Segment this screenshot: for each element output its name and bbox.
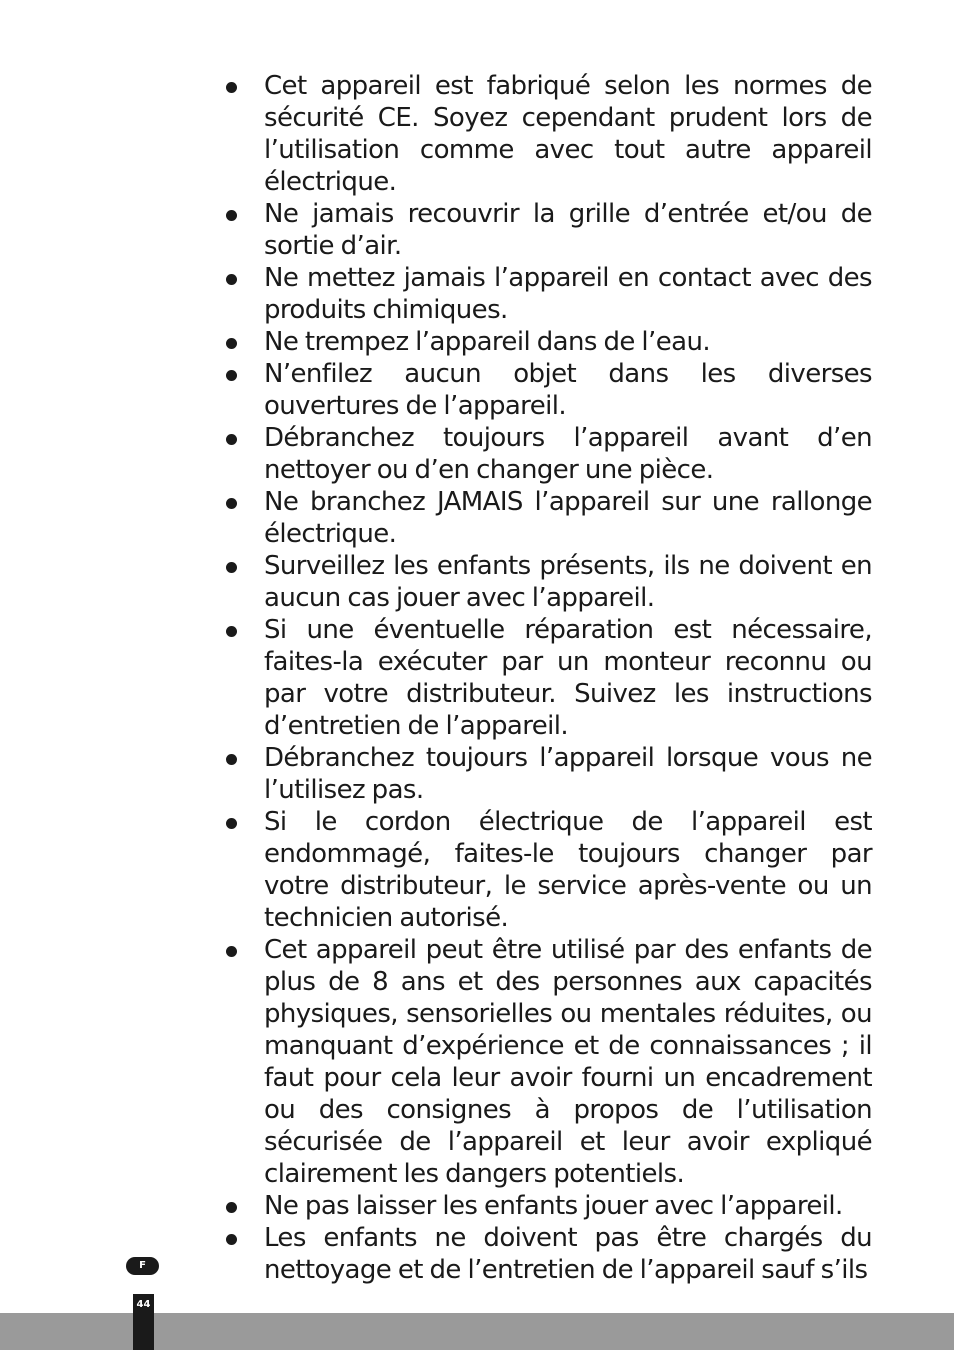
list-item [226, 934, 872, 1190]
list-item-text: Si le cordon électrique de l’appareil est endommagé, faites-le toujours changer par votre distributeur, le service après-vente ou un technicien autorisé. [264, 807, 872, 933]
list-item [226, 198, 872, 262]
bullet-icon [226, 626, 237, 637]
bullet-icon [226, 562, 237, 573]
bullet-icon [226, 818, 237, 829]
bullet-icon [226, 498, 237, 509]
bullet-icon [226, 274, 237, 285]
list-item-text: Cet appareil peut être utilisé par des enfants de plus de 8 ans et des personnes aux capacités physiques, sensorielles ou mentales réduites, ou manquant d’expérience et de connaissances ; il faut pour cela leur avoir fourni un encadrement ou des consignes à propos de l’utilisation sécurisée de l’appareil et leur avoir expliqué clairement les dangers potentiels. [264, 935, 872, 1189]
list-item [226, 806, 872, 934]
list-item-text: Ne branchez JAMAIS l’appareil sur une rallonge électrique. [264, 487, 872, 549]
bullet-icon [226, 82, 237, 93]
list-item-text: Débranchez toujours l’appareil avant d’en nettoyer ou d’en changer une pièce. [264, 423, 872, 485]
page-number-tab [133, 1294, 154, 1350]
list-item-text: Ne pas laisser les enfants jouer avec l’appareil. [264, 1191, 843, 1221]
list-item-text: Les enfants ne doivent pas être chargés du nettoyage et de l’entretien de l’appareil sauf s’ils [264, 1223, 872, 1285]
bullet-icon [226, 1234, 237, 1245]
list-item [226, 550, 872, 614]
list-item [226, 358, 872, 422]
list-item-text: Si une éventuelle réparation est nécessaire, faites-la exécuter par un monteur reconnu ou par votre distributeur. Suivez les instructions d’entretien de l’appareil. [264, 615, 872, 741]
bullet-icon [226, 370, 237, 381]
list-item-text: N’enfilez aucun objet dans les diverses ouvertures de l’appareil. [264, 359, 872, 421]
document-body [226, 70, 872, 1286]
list-item [226, 326, 872, 358]
bullet-icon [226, 434, 237, 445]
bullet-icon [226, 754, 237, 765]
list-item [226, 742, 872, 806]
list-item-text: Ne jamais recouvrir la grille d’entrée et/ou de sortie d’air. [264, 199, 872, 261]
list-item [226, 70, 872, 198]
list-item-text: Surveillez les enfants présents, ils ne doivent en aucun cas jouer avec l’appareil. [264, 551, 872, 613]
bullet-icon [226, 338, 237, 349]
list-item [226, 1222, 872, 1286]
list-item [226, 1190, 872, 1222]
list-item-text: Ne trempez l’appareil dans de l’eau. [264, 327, 710, 357]
list-item-text: Ne mettez jamais l’appareil en contact avec des produits chimiques. [264, 263, 872, 325]
bullet-icon [226, 1202, 237, 1213]
list-item [226, 486, 872, 550]
list-item-text: Débranchez toujours l’appareil lorsque vous ne l’utilisez pas. [264, 743, 872, 805]
page-number: 44 [136, 1299, 151, 1310]
bullet-icon [226, 210, 237, 221]
list-item-text: Cet appareil est fabriqué selon les normes de sécurité CE. Soyez cependant prudent lors de l’utilisation comme avec tout autre appareil électrique. [264, 71, 872, 197]
bullet-icon [226, 946, 237, 957]
list-item [226, 262, 872, 326]
safety-instructions-list [226, 70, 872, 1286]
list-item [226, 614, 872, 742]
list-item [226, 422, 872, 486]
language-badge: F [126, 1257, 159, 1275]
